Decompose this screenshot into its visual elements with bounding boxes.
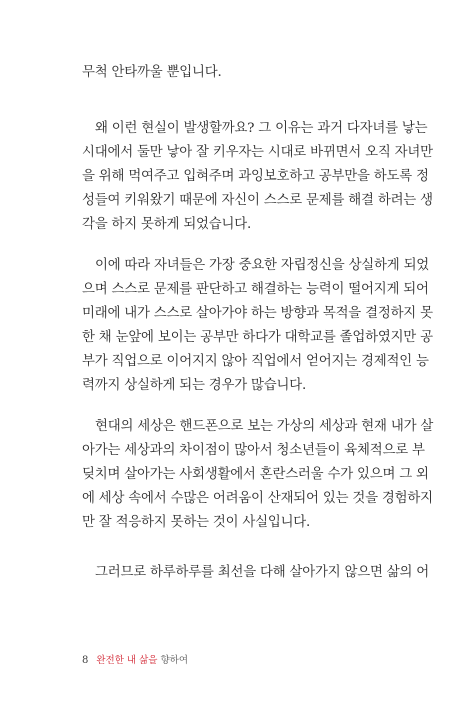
text-line: 에 세상 속에서 수많은 어려움이 산재되어 있는 것을 경험하지 <box>82 491 433 506</box>
text-line: 딪치며 살아가는 사회생활에서 혼란스러울 수가 있으며 그 외 <box>82 467 429 482</box>
book-title: 완전한 내 삶을 <box>96 655 158 666</box>
book-title-suffix: 향하여 <box>157 655 189 666</box>
text-line: 성들여 키워왔기 때문에 자신이 스스로 문제를 해결 하려는 생 <box>82 193 433 208</box>
text-line: 부가 직업으로 이어지지 않아 직업에서 얻어지는 경제적인 능 <box>82 354 429 369</box>
text-line: 이에 따라 자녀들은 가장 중요한 자립정신을 상실하게 되었 <box>95 258 430 273</box>
page-number: 8 <box>82 655 89 666</box>
text-line: 을 위해 먹여주고 입혀주며 과잉보호하고 공부만을 하도록 정 <box>82 169 429 184</box>
text-line: 아가는 세상과의 차이점이 많아서 청소년들이 육체적으로 부 <box>82 443 425 458</box>
text-line: 미래에 내가 스스로 살아가야 하는 방향과 목적을 결정하지 못 <box>82 306 433 321</box>
text-line: 각을 하지 못하게 되었습니다. <box>82 217 252 232</box>
text-line: 만 잘 적응하지 못하는 것이 사실입니다. <box>82 515 311 530</box>
text-line: 왜 이런 현실이 발생할까요? 그 이유는 과거 다자녀를 낳는 <box>95 121 428 136</box>
text-line: 한 채 눈앞에 보이는 공부만 하다가 대학교를 졸업하였지만 공 <box>82 330 433 345</box>
page-footer <box>82 652 188 666</box>
text-line: 력까지 상실하게 되는 경우가 많습니다. <box>82 378 307 393</box>
text-line: 그러므로 하루하루를 최선을 다해 살아가지 않으면 삶의 어 <box>95 565 430 580</box>
text-line: 현대의 세상은 핸드폰으로 보는 가상의 세상과 현재 내가 살 <box>95 419 434 434</box>
text-line: 시대에서 둘만 낳아 잘 키우자는 시대로 바뀌면서 오직 자녀만 <box>82 145 433 160</box>
text-line: 으며 스스로 문제를 판단하고 해결하는 능력이 떨어지게 되어 <box>82 282 429 297</box>
text-line: 무척 안타까울 뿐입니다. <box>82 65 222 80</box>
